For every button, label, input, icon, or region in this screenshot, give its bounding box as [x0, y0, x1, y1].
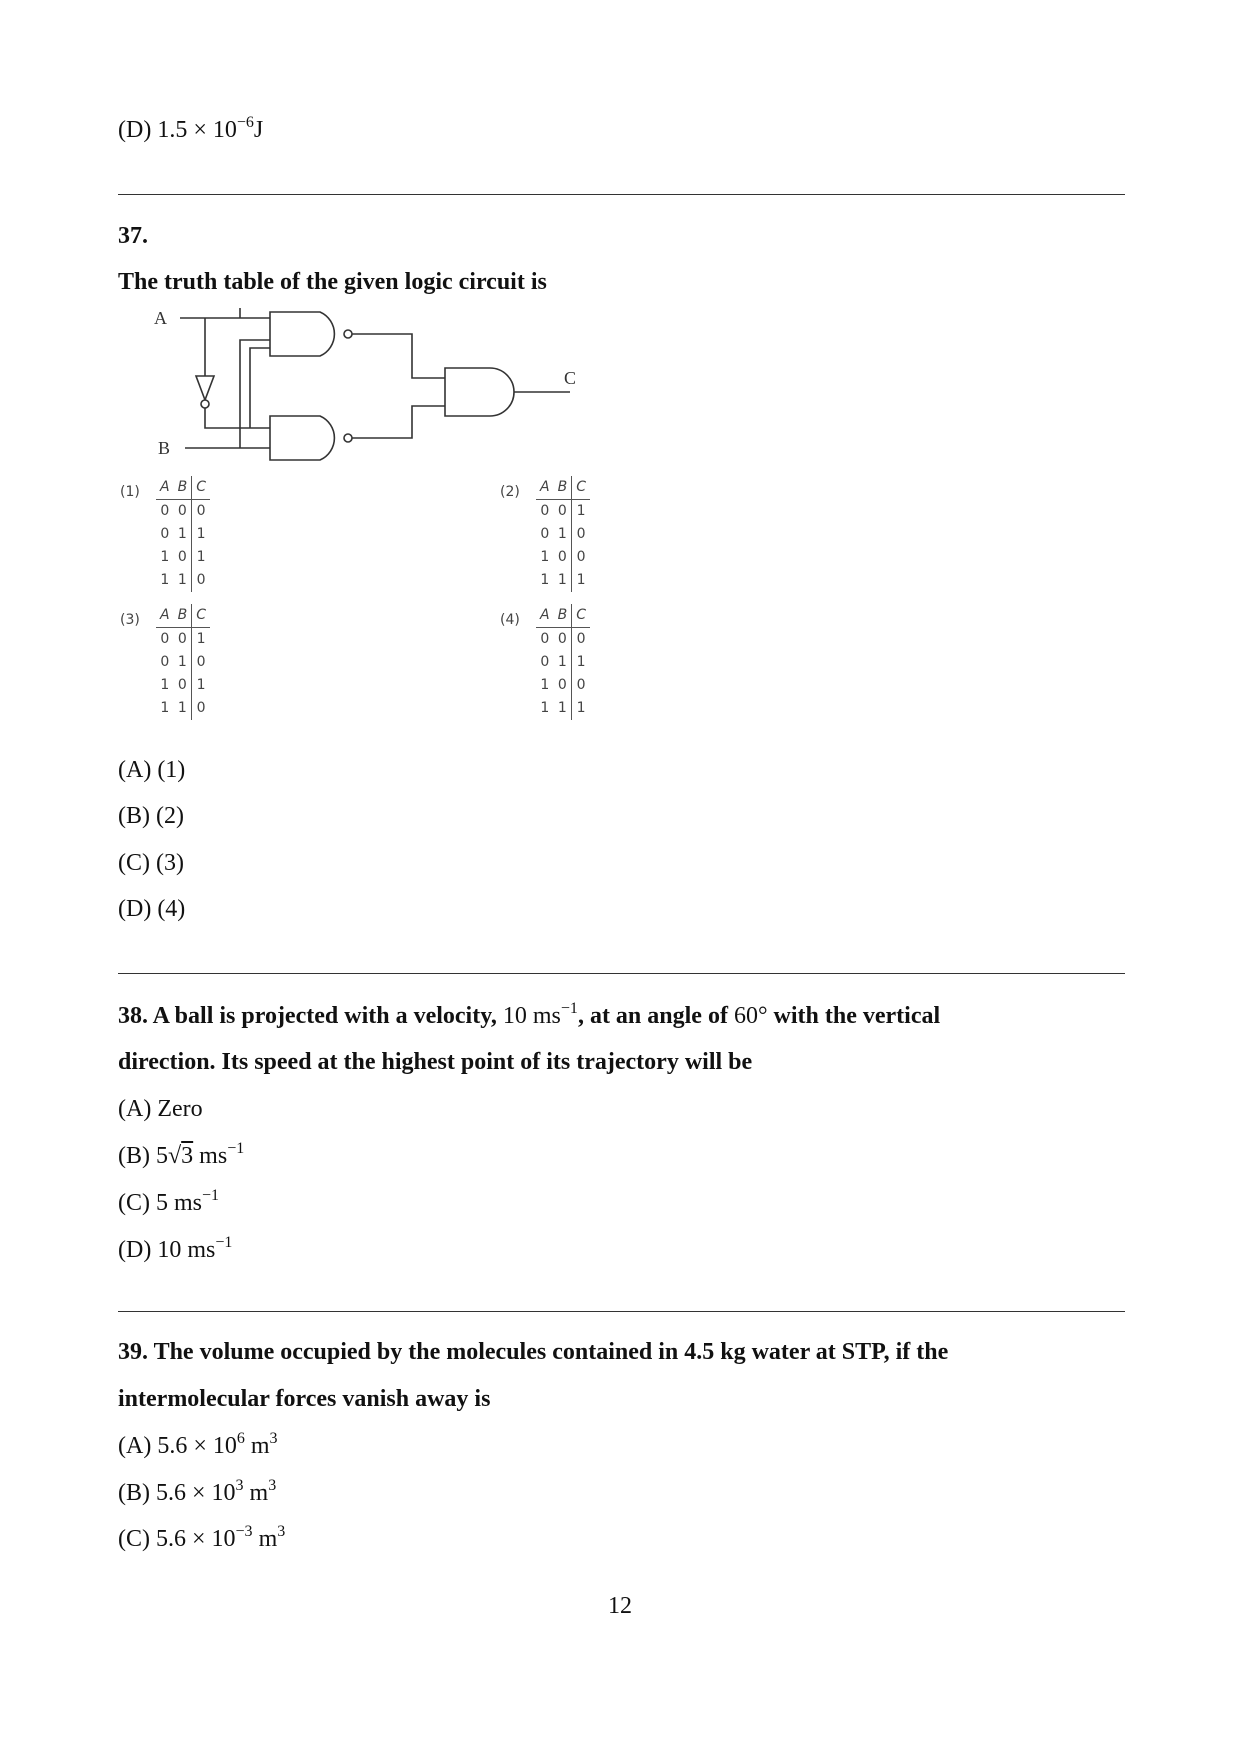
- truth-table-cell: 1: [572, 651, 590, 674]
- truth-table-2: [536, 476, 590, 592]
- logic-circuit-diagram: [140, 300, 600, 470]
- not-gate-bubble: [201, 400, 209, 408]
- option-a[interactable]: (A) $5.6 \times 10^6$ $m^3$: [118, 1430, 278, 1459]
- truth-table-cell: B: [174, 476, 192, 500]
- nand-gate-top: [270, 312, 334, 356]
- truth-table-cell: 0: [540, 526, 550, 542]
- truth-table-1: [156, 476, 210, 592]
- truth-table-cell: 0: [192, 651, 210, 674]
- divider: [118, 973, 1125, 974]
- nand-gate-bottom: [270, 416, 334, 460]
- truth-table-cell: 0: [177, 677, 187, 693]
- truth-table-3: [156, 604, 210, 720]
- truth-table-row: [156, 628, 210, 652]
- truth-table-cell: 1: [160, 549, 170, 565]
- option-c[interactable]: (C) (3): [118, 850, 184, 876]
- option-c[interactable]: (C) 5 $ms^{-1}$: [118, 1187, 220, 1216]
- truth-table-cell: 1: [177, 572, 187, 588]
- truth-table-3-label: (3): [120, 612, 140, 628]
- option-b[interactable]: (B) 5√3 $ms^{-1}$: [118, 1140, 245, 1169]
- truth-table-row: [536, 697, 590, 720]
- input-b-label: B: [158, 438, 171, 458]
- truth-table-cell: 0: [192, 500, 210, 524]
- truth-table-cell: B: [554, 604, 572, 628]
- truth-table-cell: 0: [540, 654, 550, 670]
- q36-option-d: (D) $1.5 \times 10^{-6}J$: [118, 114, 264, 143]
- truth-table-row: [156, 546, 210, 569]
- truth-table-cell: 1: [540, 677, 550, 693]
- truth-table-1-label: (1): [120, 484, 140, 500]
- truth-table-cell: C: [192, 604, 210, 628]
- truth-table-cell: 0: [540, 503, 550, 519]
- truth-table-cell: 0: [557, 503, 567, 519]
- truth-table-cell: 1: [572, 697, 590, 720]
- nand-top-bubble: [344, 330, 352, 338]
- truth-table-row: [156, 500, 210, 524]
- truth-table-cell: 0: [160, 503, 170, 519]
- divider: [118, 194, 1125, 195]
- truth-table-row: [156, 569, 210, 592]
- question-text: 39. The volume occupied by the molecules contained in 4.5 kg water at STP, if the: [118, 1339, 949, 1365]
- input-a-label: A: [154, 308, 167, 328]
- option-b[interactable]: (B) $5.6 \times 10^3$ $m^3$: [118, 1477, 277, 1506]
- truth-table-cell: C: [572, 476, 590, 500]
- truth-table-cell: 0: [177, 503, 187, 519]
- truth-table-cell: 1: [160, 677, 170, 693]
- truth-table-cell: 0: [177, 631, 187, 647]
- truth-table-cell: A: [156, 604, 174, 628]
- truth-table-cell: 0: [557, 631, 567, 647]
- truth-table-row: [536, 523, 590, 546]
- truth-table-cell: 1: [177, 654, 187, 670]
- truth-table-cell: A: [536, 476, 554, 500]
- option-c[interactable]: (C) $5.6 \times 10^{-3}$ $m^3$: [118, 1523, 286, 1552]
- truth-table-cell: C: [192, 476, 210, 500]
- truth-table-cell: 0: [557, 677, 567, 693]
- truth-table-cell: 0: [160, 654, 170, 670]
- truth-table-row: [536, 674, 590, 697]
- truth-table-cell: 0: [160, 526, 170, 542]
- truth-table-row: [536, 546, 590, 569]
- truth-table-header: [156, 476, 210, 500]
- truth-table-row: [536, 500, 590, 524]
- page-number: 12: [608, 1593, 632, 1619]
- truth-table-header: [536, 604, 590, 628]
- option-a[interactable]: (A) (1): [118, 757, 186, 783]
- truth-table-cell: 1: [160, 572, 170, 588]
- truth-table-cell: 0: [572, 523, 590, 546]
- truth-table-cell: 0: [192, 569, 210, 592]
- question-text: 38. A ball is projected with a velocity, 10 $ms^{-1}$, at an angle of 60° with the vertical: [118, 1000, 941, 1029]
- truth-table-4: [536, 604, 590, 720]
- truth-table-cell: 1: [160, 700, 170, 716]
- and-gate: [445, 368, 514, 416]
- truth-table-cell: 1: [557, 700, 567, 716]
- not-gate: [196, 376, 214, 400]
- option-d[interactable]: (D) 10 $ms^{-1}$: [118, 1234, 233, 1263]
- truth-table-header: [536, 476, 590, 500]
- truth-table-cell: 1: [557, 654, 567, 670]
- truth-table-cell: 1: [572, 569, 590, 592]
- truth-table-cell: 1: [177, 700, 187, 716]
- truth-table-cell: 1: [192, 628, 210, 652]
- truth-table-cell: 1: [557, 526, 567, 542]
- truth-table-row: [536, 569, 590, 592]
- truth-table-2-label: (2): [500, 484, 520, 500]
- output-c-label: C: [564, 368, 577, 388]
- option-b[interactable]: (B) (2): [118, 803, 184, 829]
- truth-table-cell: 1: [192, 523, 210, 546]
- truth-table-row: [156, 651, 210, 674]
- truth-table-cell: B: [554, 476, 572, 500]
- truth-table-cell: 0: [160, 631, 170, 647]
- option-a[interactable]: (A) Zero: [118, 1096, 203, 1122]
- option-d[interactable]: (D) (4): [118, 896, 186, 922]
- truth-table-cell: 1: [192, 546, 210, 569]
- truth-table-cell: 1: [540, 572, 550, 588]
- truth-table-cell: C: [572, 604, 590, 628]
- truth-table-cell: A: [156, 476, 174, 500]
- truth-table-cell: 0: [572, 674, 590, 697]
- truth-table-cell: 0: [540, 631, 550, 647]
- truth-table-cell: 1: [177, 526, 187, 542]
- truth-table-cell: 1: [192, 674, 210, 697]
- truth-table-row: [536, 628, 590, 652]
- truth-table-4-label: (4): [500, 612, 520, 628]
- truth-table-cell: 1: [540, 549, 550, 565]
- question-number: 37.: [118, 223, 148, 249]
- truth-table-row: [536, 651, 590, 674]
- truth-table-cell: 0: [572, 546, 590, 569]
- truth-table-cell: A: [536, 604, 554, 628]
- truth-table-row: [156, 674, 210, 697]
- truth-table-cell: 1: [557, 572, 567, 588]
- truth-table-row: [156, 523, 210, 546]
- truth-table-row: [156, 697, 210, 720]
- question-text: The truth table of the given logic circuit is: [118, 269, 547, 295]
- truth-table-cell: 0: [192, 697, 210, 720]
- truth-table-cell: 0: [557, 549, 567, 565]
- truth-table-cell: 0: [572, 628, 590, 652]
- truth-table-cell: 1: [572, 500, 590, 524]
- truth-table-cell: 1: [540, 700, 550, 716]
- truth-table-header: [156, 604, 210, 628]
- question-text-continued: direction. Its speed at the highest point of its trajectory will be: [118, 1049, 753, 1075]
- truth-table-cell: B: [174, 604, 192, 628]
- question-text-continued: intermolecular forces vanish away is: [118, 1386, 491, 1412]
- truth-table-cell: 0: [177, 549, 187, 565]
- divider: [118, 1311, 1125, 1312]
- nand-bottom-bubble: [344, 434, 352, 442]
